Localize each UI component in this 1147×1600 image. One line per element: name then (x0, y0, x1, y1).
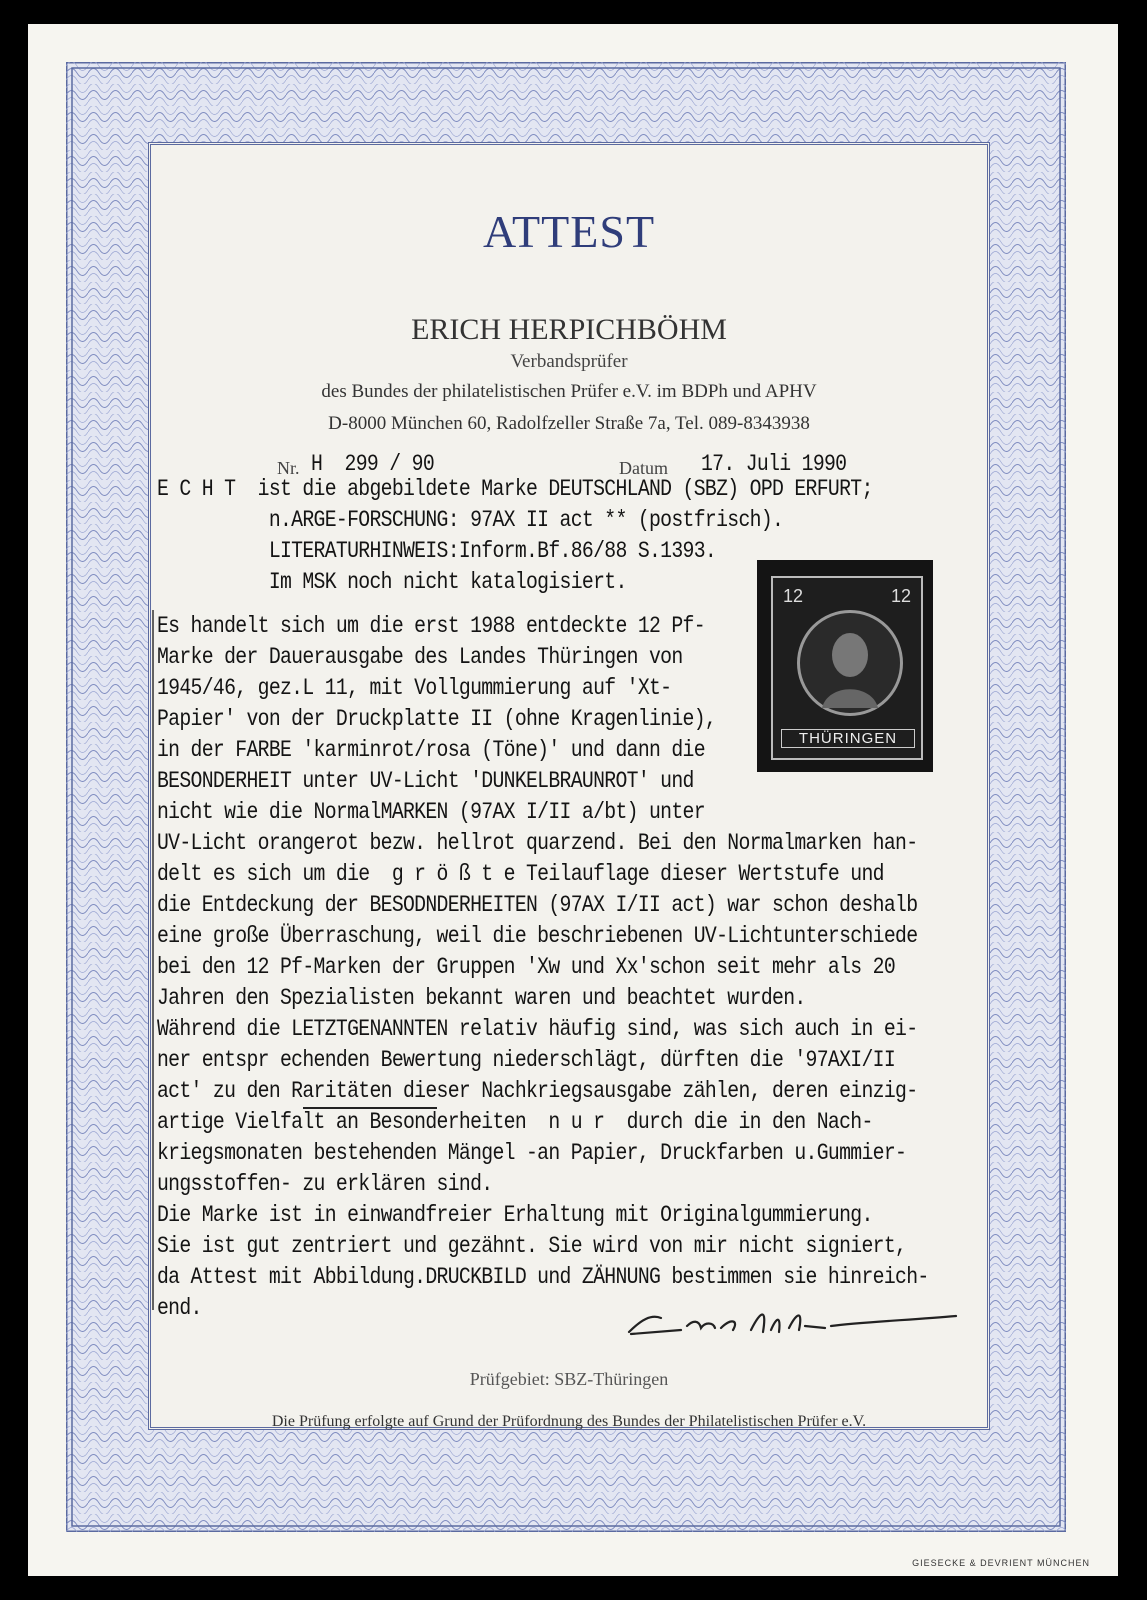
stamp-value-left: 12 (783, 586, 804, 606)
stamp-country-label: THÜRINGEN (781, 729, 915, 748)
examiner-association: des Bundes der philatelistischen Prüfer e.V. im BDPh und APHV (321, 381, 817, 402)
body-line: kriegsmonaten bestehenden Mängel -an Papier, Druckfarben u.Gummier- (157, 1140, 907, 1166)
printer-imprint: GIESECKE & DEVRIENT MÜNCHEN (912, 1558, 1090, 1568)
body-line: in der FARBE 'karminrot/rosa (Töne)' und dann die (157, 737, 705, 763)
body-line: da Attest mit Abbildung.DRUCKBILD und ZÄHNUNG bestimmen sie hinreich- (157, 1264, 929, 1290)
body-line: Jahren den Spezialisten bekannt waren und beachtet wurden. (157, 985, 806, 1011)
body-line: Während die LETZTGENANNTEN relativ häufig sind, was sich auch in ei- (157, 1016, 918, 1042)
body-line: Marke der Dauerausgabe des Landes Thüringen von (157, 644, 683, 670)
body-line: delt es sich um die g r ö ß t e Teilauflage dieser Wertstufe und (157, 861, 884, 887)
examiner-role: Verbandsprüfer (510, 351, 628, 372)
body-line: E C H T ist die abgebildete Marke DEUTSCHLAND (SBZ) OPD ERFURT; (157, 476, 873, 502)
certificate-title: ATTEST (482, 206, 656, 257)
examiner-address: D-8000 München 60, Radolfzeller Straße 7a, Tel. 089-8343938 (328, 413, 810, 434)
body-line: artige Vielfalt an Besonderheiten n u r durch die in den Nach- (157, 1109, 873, 1135)
stamp-value-right: 12 (890, 586, 911, 606)
handwritten-signature (621, 1290, 961, 1350)
datum-label: Datum (619, 458, 668, 478)
datum-value: 17. Juli 1990 (701, 451, 847, 477)
body-line: LITERATURHINWEIS:Inform.Bf.86/88 S.1393. (157, 538, 717, 564)
pruefordnung-note: Die Prüfung erfolgte auf Grund der Prüfordnung des Bundes der Philatelistischen Prüfer e.V. (271, 1413, 867, 1430)
body-line: Die Marke ist in einwandfreier Erhaltung mit Originalgummierung. (157, 1202, 873, 1228)
underline-raritaeten (301, 1105, 441, 1111)
body-line: Sie ist gut zentriert und gezähnt. Sie wird von mir nicht signiert, (157, 1233, 907, 1259)
body-line: BESONDERHEIT unter UV-Licht 'DUNKELBRAUNROT' und (157, 768, 694, 794)
body-line: bei den 12 Pf-Marken der Gruppen 'Xw und Xx'schon seit mehr als 20 (157, 954, 896, 980)
body-line: nicht wie die NormalMARKEN (97AX I/II a/bt) unter (157, 799, 705, 825)
body-line: Im MSK noch nicht katalogisiert. (157, 569, 627, 595)
body-line: Papier' von der Druckplatte II (ohne Kragenlinie), (157, 706, 717, 732)
stamp-image (757, 560, 933, 772)
body-line: n.ARGE-FORSCHUNG: 97AX II act ** (postfrisch). (157, 507, 784, 533)
body-line: UV-Licht orangerot bezw. hellrot quarzend. Bei den Normalmarken han- (157, 830, 918, 856)
certificate-inner-panel (148, 142, 990, 1430)
examiner-name: ERICH HERPICHBÖHM (411, 313, 727, 346)
margin-line-left (151, 610, 155, 1310)
body-line: ner entspr echenden Bewertung niederschlägt, dürften die '97AXI/II (157, 1047, 896, 1073)
body-line: ungsstoffen- zu erklären sind. (157, 1171, 493, 1197)
body-line: 1945/46, gez.L 11, mit Vollgummierung auf 'Xt- (157, 675, 672, 701)
stamp-portrait-medallion (797, 610, 903, 716)
stamp-frame (771, 576, 923, 760)
body-line: eine große Überraschung, weil die beschriebenen UV-Lichtunterschiede (157, 923, 918, 949)
portrait-silhouette (800, 613, 900, 713)
body-line: end. (157, 1295, 202, 1321)
body-line: Es handelt sich um die erst 1988 entdeckte 12 Pf- (157, 613, 705, 639)
body-line: act' zu den Raritäten dieser Nachkriegsausgabe zählen, deren einzig- (157, 1078, 918, 1104)
nr-label: Nr. (277, 458, 300, 478)
certificate-sheet (28, 24, 1118, 1576)
pruefgebiet-text: Prüfgebiet: SBZ-Thüringen (469, 1369, 669, 1389)
body-line: die Entdeckung der BESODNDERHEITEN (97AX I/II act) war schon deshalb (157, 892, 918, 918)
nr-value: H 299 / 90 (311, 451, 435, 477)
